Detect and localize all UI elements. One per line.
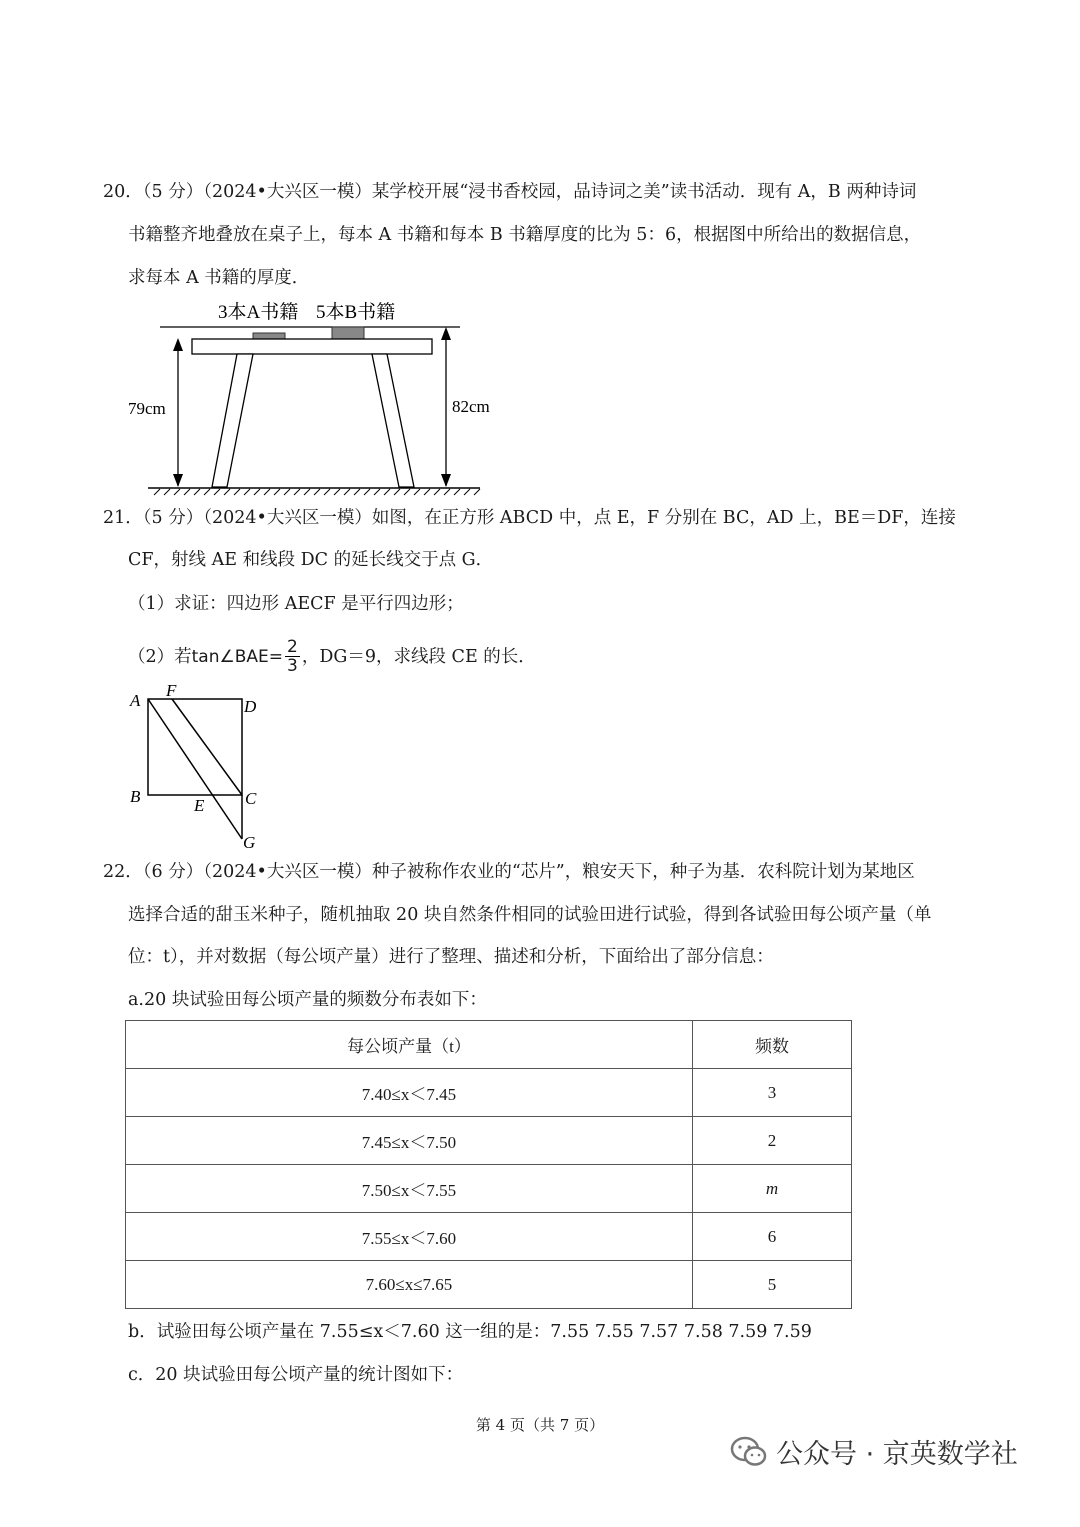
q22-line-1: 22．（6 分）（2024•大兴区一模）种子被称作农业的“芯片”，粮安天下，种子为基．农科院计划为某地区 — [103, 862, 915, 882]
q21-line-2: CF，射线 AE 和线段 DC 的延长线交于点 G． — [128, 550, 494, 570]
table-cell-range: 7.55≤x＜7.60 — [126, 1213, 693, 1261]
point-b-label: B — [130, 787, 141, 806]
q20-line-2: 书籍整齐地叠放在桌子上，每本 A 书籍和每本 B 书籍厚度的比为 5：6，根据图中所给出的数据信息， — [128, 225, 922, 245]
table-cell-range: 7.45≤x＜7.50 — [126, 1117, 693, 1165]
q21-line-1: 21．（5 分）（2024•大兴区一模）如图，在正方形 ABCD 中，点 E，F 分别在 BC，AD 上，BE＝DF，连接 — [103, 508, 956, 528]
q21-part-2-suffix: ，DG＝9，求线段 CE 的长． — [301, 646, 536, 667]
right-height-label: 82cm — [452, 397, 490, 416]
point-f-label: F — [166, 681, 177, 700]
label-5-books-b: 5本B书籍 — [316, 302, 396, 323]
fraction-numerator: 2 — [287, 637, 298, 657]
table-cell-count: 2 — [692, 1117, 851, 1165]
q21-part-2-prefix: （2）若 — [128, 646, 192, 667]
q21-part-1: （1）求证：四边形 AECF 是平行四边形； — [128, 594, 464, 614]
page-footer: 第 4 页（共 7 页） — [475, 1416, 605, 1434]
fraction-2-3 — [285, 638, 300, 675]
wechat-icon — [730, 1436, 768, 1468]
tan-expression: tan∠BAE= — [191, 646, 284, 667]
watermark — [730, 1432, 1018, 1471]
q22-line-2: 选择合适的甜玉米种子，随机抽取 20 块自然条件相同的试验田进行试验，得到各试验田每公顷产量（单 — [128, 905, 932, 925]
square-geometry-figure — [120, 678, 280, 853]
table-row — [126, 1069, 852, 1117]
point-d-label: D — [244, 697, 257, 716]
q20-line-3: 求每本 A 书籍的厚度． — [128, 268, 310, 288]
table-cell-count: 6 — [692, 1213, 851, 1261]
point-g-label: G — [243, 833, 256, 852]
table-cell-range: 7.60≤x≤7.65 — [126, 1261, 693, 1309]
table-header-yield: 每公顷产量（t） — [126, 1021, 693, 1069]
table-books-figure — [120, 296, 500, 496]
books-b-stack — [332, 327, 364, 339]
q21-part-2 — [128, 638, 536, 675]
q22-a-label: a.20 块试验田每公顷产量的频数分布表如下： — [128, 990, 487, 1010]
watermark-text: 公众号 · 京英数学社 — [776, 1439, 1018, 1470]
frequency-table — [125, 1020, 852, 1309]
table-row — [126, 1165, 852, 1213]
q22-b-label: b．试验田每公顷产量在 7.55≤x＜7.60 这一组的是：7.55 7.55 7.57 7.58 7.59 7.59 — [128, 1322, 812, 1342]
table-cell-range: 7.50≤x＜7.55 — [126, 1165, 693, 1213]
left-height-label: 79cm — [128, 399, 166, 418]
q22-line-3: 位：t），并对数据（每公顷产量）进行了整理、描述和分析，下面给出了部分信息： — [128, 947, 774, 967]
table-row — [126, 1117, 852, 1165]
table-row — [126, 1261, 852, 1309]
table-row — [126, 1213, 852, 1261]
point-e-label: E — [194, 796, 205, 815]
label-3-books-a: 3本A书籍 — [218, 302, 299, 323]
q22-c-label: c．20 块试验田每公顷产量的统计图如下： — [128, 1365, 464, 1385]
point-c-label: C — [245, 789, 257, 808]
table-cell-range: 7.40≤x＜7.45 — [126, 1069, 693, 1117]
table-cell-count: 3 — [692, 1069, 851, 1117]
books-a-stack — [253, 333, 285, 339]
table-cell-count: m — [692, 1165, 851, 1213]
q20-line-1: 20．（5 分）（2024•大兴区一模）某学校开展“浸书香校园，品诗词之美”读书活动．现有 A，B 两种诗词 — [103, 182, 917, 202]
table-header-row — [126, 1021, 852, 1069]
table-header-frequency: 频数 — [692, 1021, 851, 1069]
table-top — [192, 339, 432, 354]
fraction-denominator: 3 — [287, 656, 298, 676]
point-a-label: A — [130, 691, 141, 710]
table-cell-count: 5 — [692, 1261, 851, 1309]
